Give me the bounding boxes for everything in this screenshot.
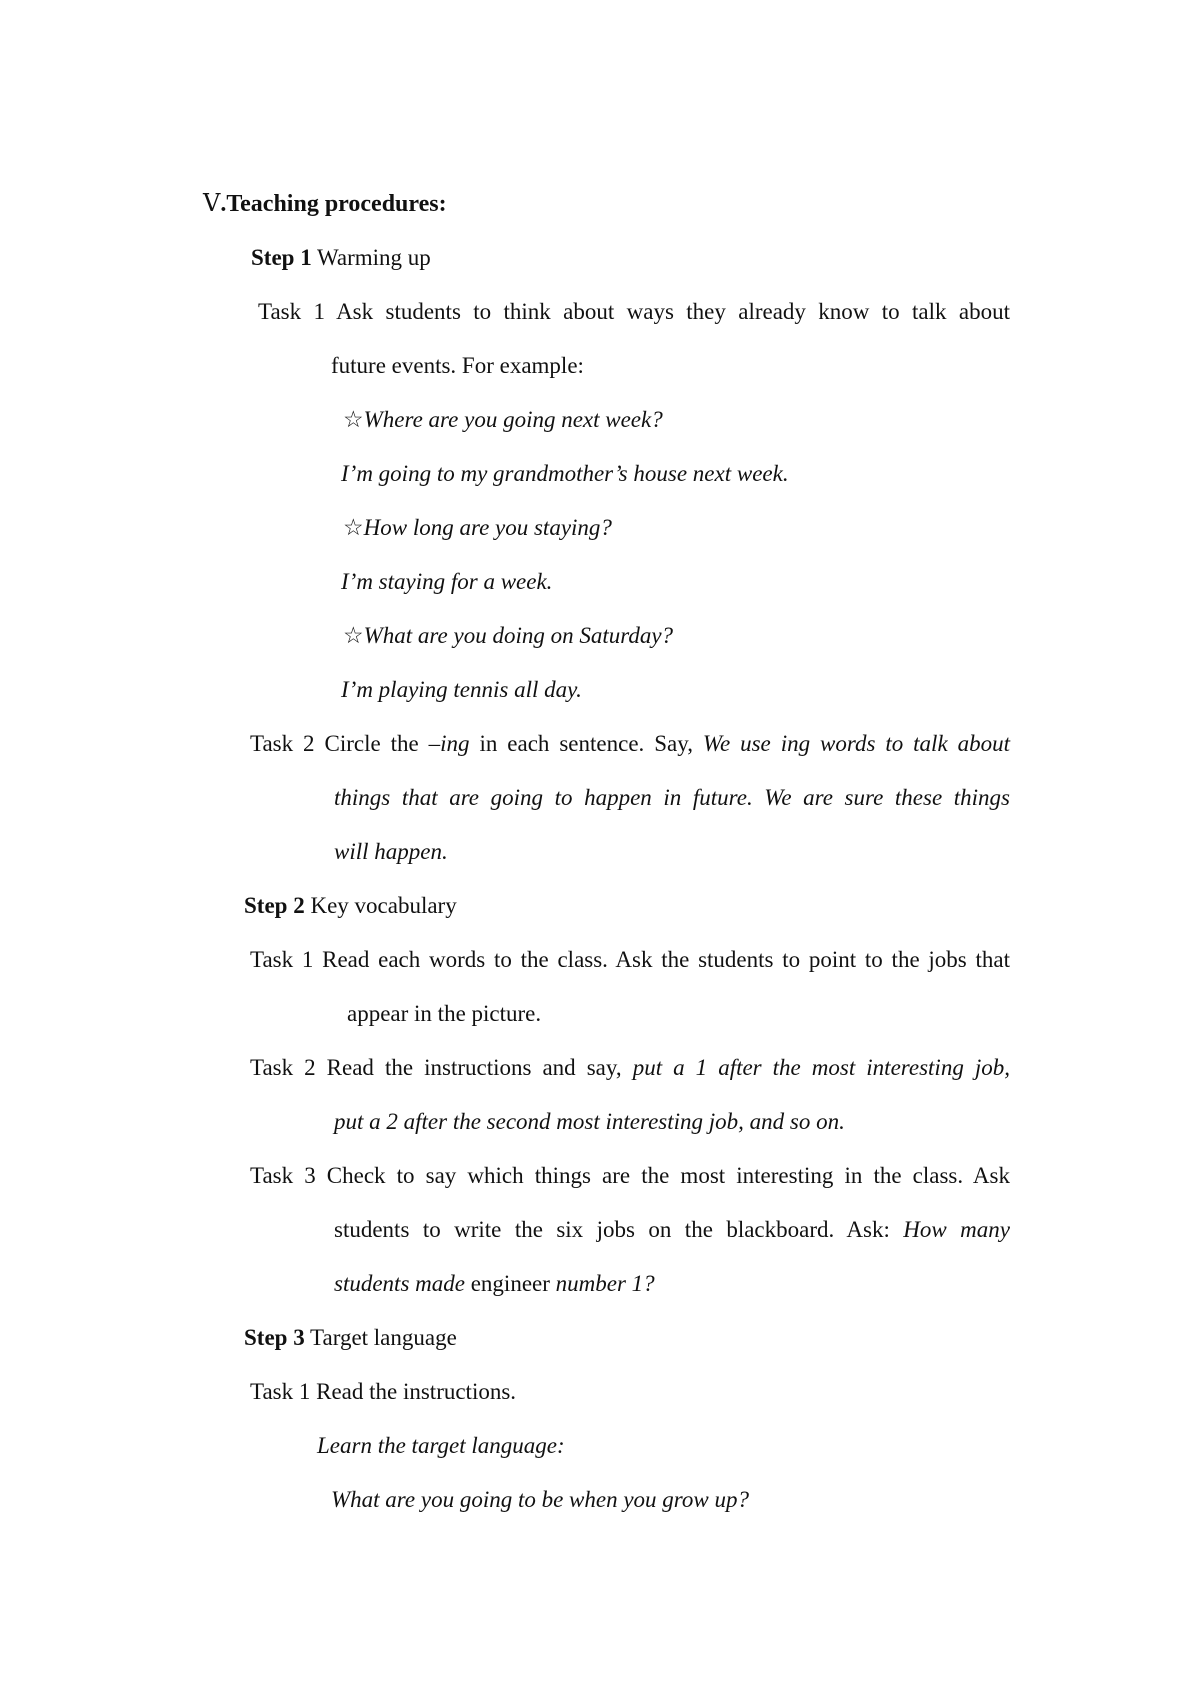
step1-task2-line1 xyxy=(250,729,1010,759)
step3-task1-line1: Task 1 Read the instructions. xyxy=(250,1379,517,1404)
task2-prefix: Task 2 Circle the xyxy=(250,731,429,756)
step2-task3-line3-italic-a: students made xyxy=(334,1271,465,1296)
step2-task3-line2-plain: students to write the six jobs on the blackboard. Ask: xyxy=(334,1217,904,1242)
step2-heading xyxy=(244,891,457,921)
step2-task3-line2-italic: How many xyxy=(903,1217,1010,1242)
step1-task2-line3: will happen. xyxy=(334,839,448,864)
example-question-1-text: Where are you going next week? xyxy=(363,407,663,432)
step2-task1-line2: appear in the picture. xyxy=(347,1001,542,1026)
step2-task2-line2: put a 2 after the second most interesting job, and so on. xyxy=(334,1109,845,1134)
example-question-3-text: What are you doing on Saturday? xyxy=(363,623,674,648)
step2-label: Step 2 xyxy=(244,893,305,918)
step2-task2-quote1: put a 1 after the most interesting job, xyxy=(632,1055,1010,1080)
example-answer-1: I’m going to my grandmother’s house next week. xyxy=(341,461,789,486)
step2-task3-line3-italic-b: number 1? xyxy=(555,1271,655,1296)
example-answer-3: I’m playing tennis all day. xyxy=(341,677,582,702)
task2-quote1: We use ing words to talk about xyxy=(702,731,1010,756)
task2-middle: in each sentence. Say, xyxy=(469,731,703,756)
step2-task3-line2 xyxy=(334,1215,1010,1245)
step2-title: Key vocabulary xyxy=(310,893,457,918)
step1-task1-line1: Task 1 Ask students to think about ways they already know to talk about xyxy=(258,299,1010,324)
step2-task3-line3-plain: engineer xyxy=(464,1271,556,1296)
step3-label: Step 3 xyxy=(244,1325,305,1350)
step1-heading xyxy=(251,243,431,273)
step2-task3-line1: Task 3 Check to say which things are the most interesting in the class. Ask xyxy=(250,1163,1010,1188)
step2-task1-line1: Task 1 Read each words to the class. Ask the students to point to the jobs that xyxy=(250,947,1010,972)
task2-ing: –ing xyxy=(428,731,470,756)
example-question-2 xyxy=(343,513,612,543)
step3-task1-line2: Learn the target language: xyxy=(317,1433,565,1458)
step3-heading xyxy=(244,1323,457,1353)
step2-task2-prefix: Task 2 Read the instructions and say, xyxy=(250,1055,633,1080)
step1-task1-line2: future events. For example: xyxy=(331,353,584,378)
step1-label: Step 1 xyxy=(251,245,312,270)
example-question-3 xyxy=(343,621,673,651)
star-icon: ☆ xyxy=(343,407,364,432)
step3-title: Target language xyxy=(310,1325,457,1350)
example-question-1 xyxy=(343,405,663,435)
star-icon: ☆ xyxy=(343,623,364,648)
step2-task2-line1 xyxy=(250,1053,1010,1083)
step1-title: Warming up xyxy=(317,245,431,270)
example-answer-2: I’m staying for a week. xyxy=(341,569,553,594)
star-icon: ☆ xyxy=(343,515,364,540)
section-title: .Teaching procedures: xyxy=(220,191,447,217)
step3-task1-line3: What are you going to be when you grow up? xyxy=(331,1487,749,1512)
section-heading xyxy=(203,189,447,219)
example-question-2-text: How long are you staying? xyxy=(363,515,612,540)
section-numeral: Ⅴ xyxy=(203,191,221,217)
step1-task2-line2: things that are going to happen in future. We are sure these things xyxy=(334,785,1010,810)
step2-task3-line3 xyxy=(334,1269,655,1299)
